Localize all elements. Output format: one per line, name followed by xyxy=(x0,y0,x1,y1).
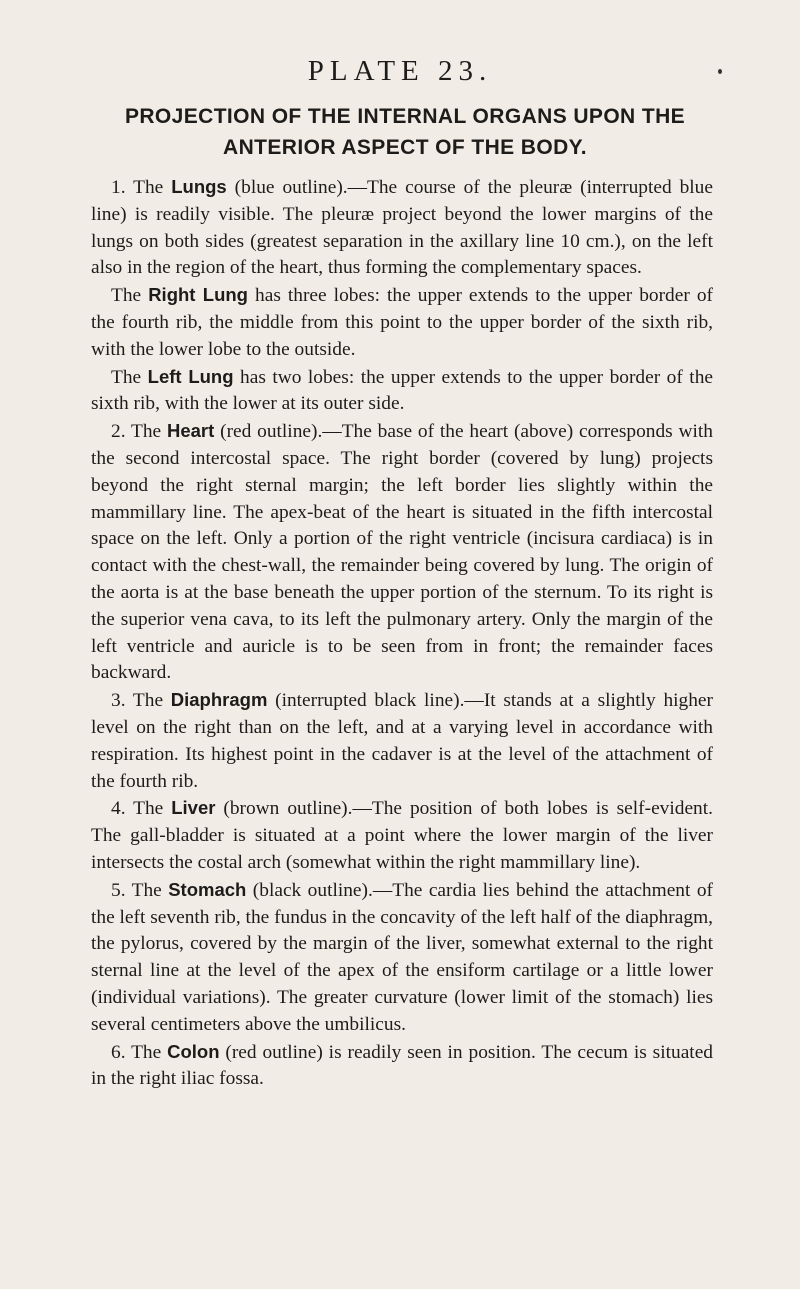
paragraph-text: has three lobes: the upper extends to the upper border of the fourth rib, the middle from this point to the upper border of the sixth rib, with the lower lobe to the outside. xyxy=(91,285,714,360)
paragraph-text: has two lobes: the upper extends to the upper border of the sixth rib, with the lower at its outer side. xyxy=(91,366,713,415)
plate-title: PLATE 23. xyxy=(307,55,493,87)
paragraph-prefix: The xyxy=(111,366,148,388)
paragraph-colon xyxy=(91,1039,713,1094)
term-colon: Colon xyxy=(167,1040,220,1062)
paragraph-text: (black outline).—The cardia lies behind the attachment of the left seventh rib, the fundus in the concavity of the left half of the diaphragm, the pylorus, covered by the margin of the liver, somewhat external to the right sternal line at the level of the apex of the ensiform cartilage or a little lower (individual variations). The greater curvature (lower limit of the stomach) lies several centimeters above the umbilicus. xyxy=(91,879,713,1035)
paragraph-diaphragm xyxy=(91,687,713,795)
term-liver: Liver xyxy=(171,797,216,819)
paragraph-text: (red outline).—The base of the heart (above) corresponds with the second intercostal space. The right border (covered by lung) projects beyond the right sternal margin; the left border lies slightly within the mammillary line. The apex-beat of the heart is situated in the fifth intercostal space on the left. Only a portion of the right ventricle (incisura cardiaca) is in contact with the chest-wall, the remainder being covered by lung. The origin of the aorta is at the base beneath the upper portion of the sternum. To its right is the superior vena cava, to its left the pulmonary artery. Only the margin of the left ventricle and auricle is to be seen from in front; the remainder faces backward. xyxy=(91,421,713,684)
paragraph-liver xyxy=(91,795,713,876)
paragraph-prefix: 3. The xyxy=(111,690,171,712)
paragraph-left-lung xyxy=(91,364,713,419)
paragraph-right-lung xyxy=(91,282,713,363)
paragraph-prefix: 4. The xyxy=(111,798,172,820)
paragraph-prefix: 2. The xyxy=(111,421,167,443)
paragraph-text: (interrupted black line).—It stands at a slightly higher level on the right than on the left, and at a varying level in accordance with respiration. Its highest point in the cadaver is at the level of the attachment of the fourth rib. xyxy=(91,690,713,792)
paragraph-text: (red outline) is readily seen in position. The cecum is situated in the right iliac fossa. xyxy=(91,1041,713,1090)
term-lungs: Lungs xyxy=(171,176,227,197)
paragraph-lungs xyxy=(91,174,713,282)
page-title-line-1: PROJECTION OF THE INTERNAL ORGANS UPON THE xyxy=(124,105,686,128)
paragraph-prefix: The xyxy=(111,285,149,307)
paragraph-prefix: 6. The xyxy=(111,1041,168,1063)
paragraph-prefix: 5. The xyxy=(111,879,169,901)
term-diaphragm: Diaphragm xyxy=(170,689,268,711)
page-title-line-2: ANTERIOR ASPECT OF THE BODY. xyxy=(223,136,587,159)
term-heart: Heart xyxy=(166,420,215,442)
page-title xyxy=(95,101,715,163)
paragraph-text: (brown outline).—The position of both lobes is self-evident. The gall-bladder is situated at a point where the lower margin of the liver intersects the costal arch (somewhat within the right mammillary line). xyxy=(91,798,713,873)
paragraph-text: (blue outline).—The course of the pleuræ (interrupted blue line) is readily visible. The pleuræ project beyond the lower margins of the lungs on both sides (greatest separation in the axillary line 10 cm.), on the left also in the region of the heart, thus forming the complementary spaces. xyxy=(91,177,713,279)
term-stomach: Stomach xyxy=(168,878,247,900)
paragraph-heart xyxy=(91,418,713,687)
term-left-lung: Left Lung xyxy=(147,365,234,387)
paragraph-prefix: 1. The xyxy=(111,177,172,198)
body-text xyxy=(91,174,713,1093)
paragraph-stomach xyxy=(91,877,713,1039)
term-right-lung: Right Lung xyxy=(148,284,248,306)
